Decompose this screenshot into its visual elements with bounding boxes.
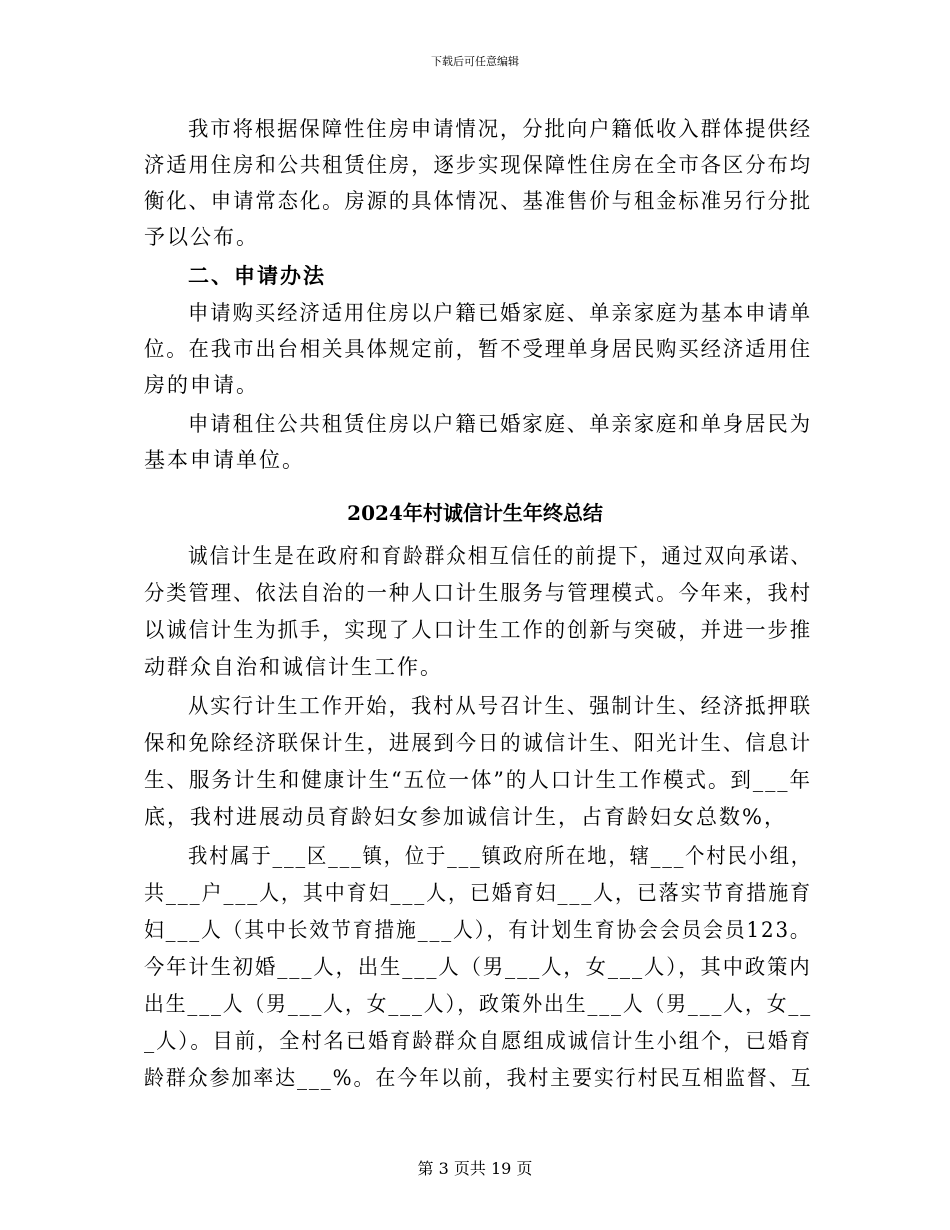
s1-line-3: 衡化、申请常态化。房源的具体情况、基准售价与租金标准另行分批: [144, 189, 812, 213]
a-p1-line-3: 以诚信计生为抓手，实现了人口计生工作的创新与突破，并进一步推: [144, 618, 812, 642]
page-footer: 第 3 页共 19 页: [417, 1159, 533, 1178]
section-heading: 二、申请办法: [188, 263, 326, 288]
article-title: 2024年村诚信计生年终总结: [347, 501, 603, 525]
a-p1-line-4: 动群众自治和诚信计生工作。: [144, 655, 443, 679]
a-p2-line-2: 保和免除经济联保计生，进展到今日的诚信计生、阳光计生、信息计: [144, 731, 812, 755]
s1-p2-line-3: 房的申请。: [144, 373, 259, 397]
a-p3-line-4: 今年计生初婚___人，出生___人（男___人，女___人），其中政策内: [144, 955, 812, 979]
s1-line-1: 我市将根据保障性住房申请情况，分批向户籍低收入群体提供经: [188, 117, 812, 141]
a-p1-line-2: 分类管理、依法自治的一种人口计生服务与管理模式。今年来，我村: [144, 581, 812, 605]
a-p3-line-7: 龄群众参加率达___%。在今年以前，我村主要实行村民互相监督、互: [144, 1066, 813, 1090]
s1-line-2: 济适用住房和公共租赁住房，逐步实现保障性住房在全市各区分布均: [144, 153, 812, 177]
s1-p3-line-1: 申请租住公共租赁住房以户籍已婚家庭、单亲家庭和单身居民为: [188, 412, 812, 436]
a-p3-line-1: 我村属于___区___镇，位于___镇政府所在地，辖___个村民小组，: [188, 844, 812, 868]
a-p3-line-6: _人）。目前，全村名已婚育龄群众自愿组成诚信计生小组个，已婚育: [144, 1029, 812, 1053]
page-header: 下载后可任意编辑: [431, 55, 519, 68]
s1-p2-line-2: 位。在我市出台相关具体规定前，暂不受理单身居民购买经济适用住: [144, 337, 812, 361]
a-p3-line-2: 共___户___人，其中育妇___人，已婚育妇___人，已落实节育措施育: [144, 881, 812, 905]
a-p3-line-3: 妇___人（其中长效节育措施___人），有计划生育协会会员会员123。: [144, 918, 812, 942]
s1-p2-line-1: 申请购买经济适用住房以户籍已婚家庭、单亲家庭为基本申请单: [188, 301, 812, 325]
a-p1-line-1: 诚信计生是在政府和育龄群众相互信任的前提下，通过双向承诺、: [188, 544, 812, 568]
a-p2-line-1: 从实行计生工作开始，我村从号召计生、强制计生、经济抵押联: [188, 694, 812, 718]
s1-line-4: 予以公布。: [144, 225, 259, 249]
a-p2-line-4: 底，我村进展动员育龄妇女参加诚信计生，占育龄妇女总数%，: [144, 805, 787, 829]
a-p2-line-3: 生、服务计生和健康计生“五位一体”的人口计生工作模式。到___年: [144, 768, 812, 792]
a-p3-line-5: 出生___人（男___人，女___人），政策外出生___人（男___人，女__: [144, 992, 812, 1016]
s1-p3-line-2: 基本申请单位。: [144, 448, 305, 472]
